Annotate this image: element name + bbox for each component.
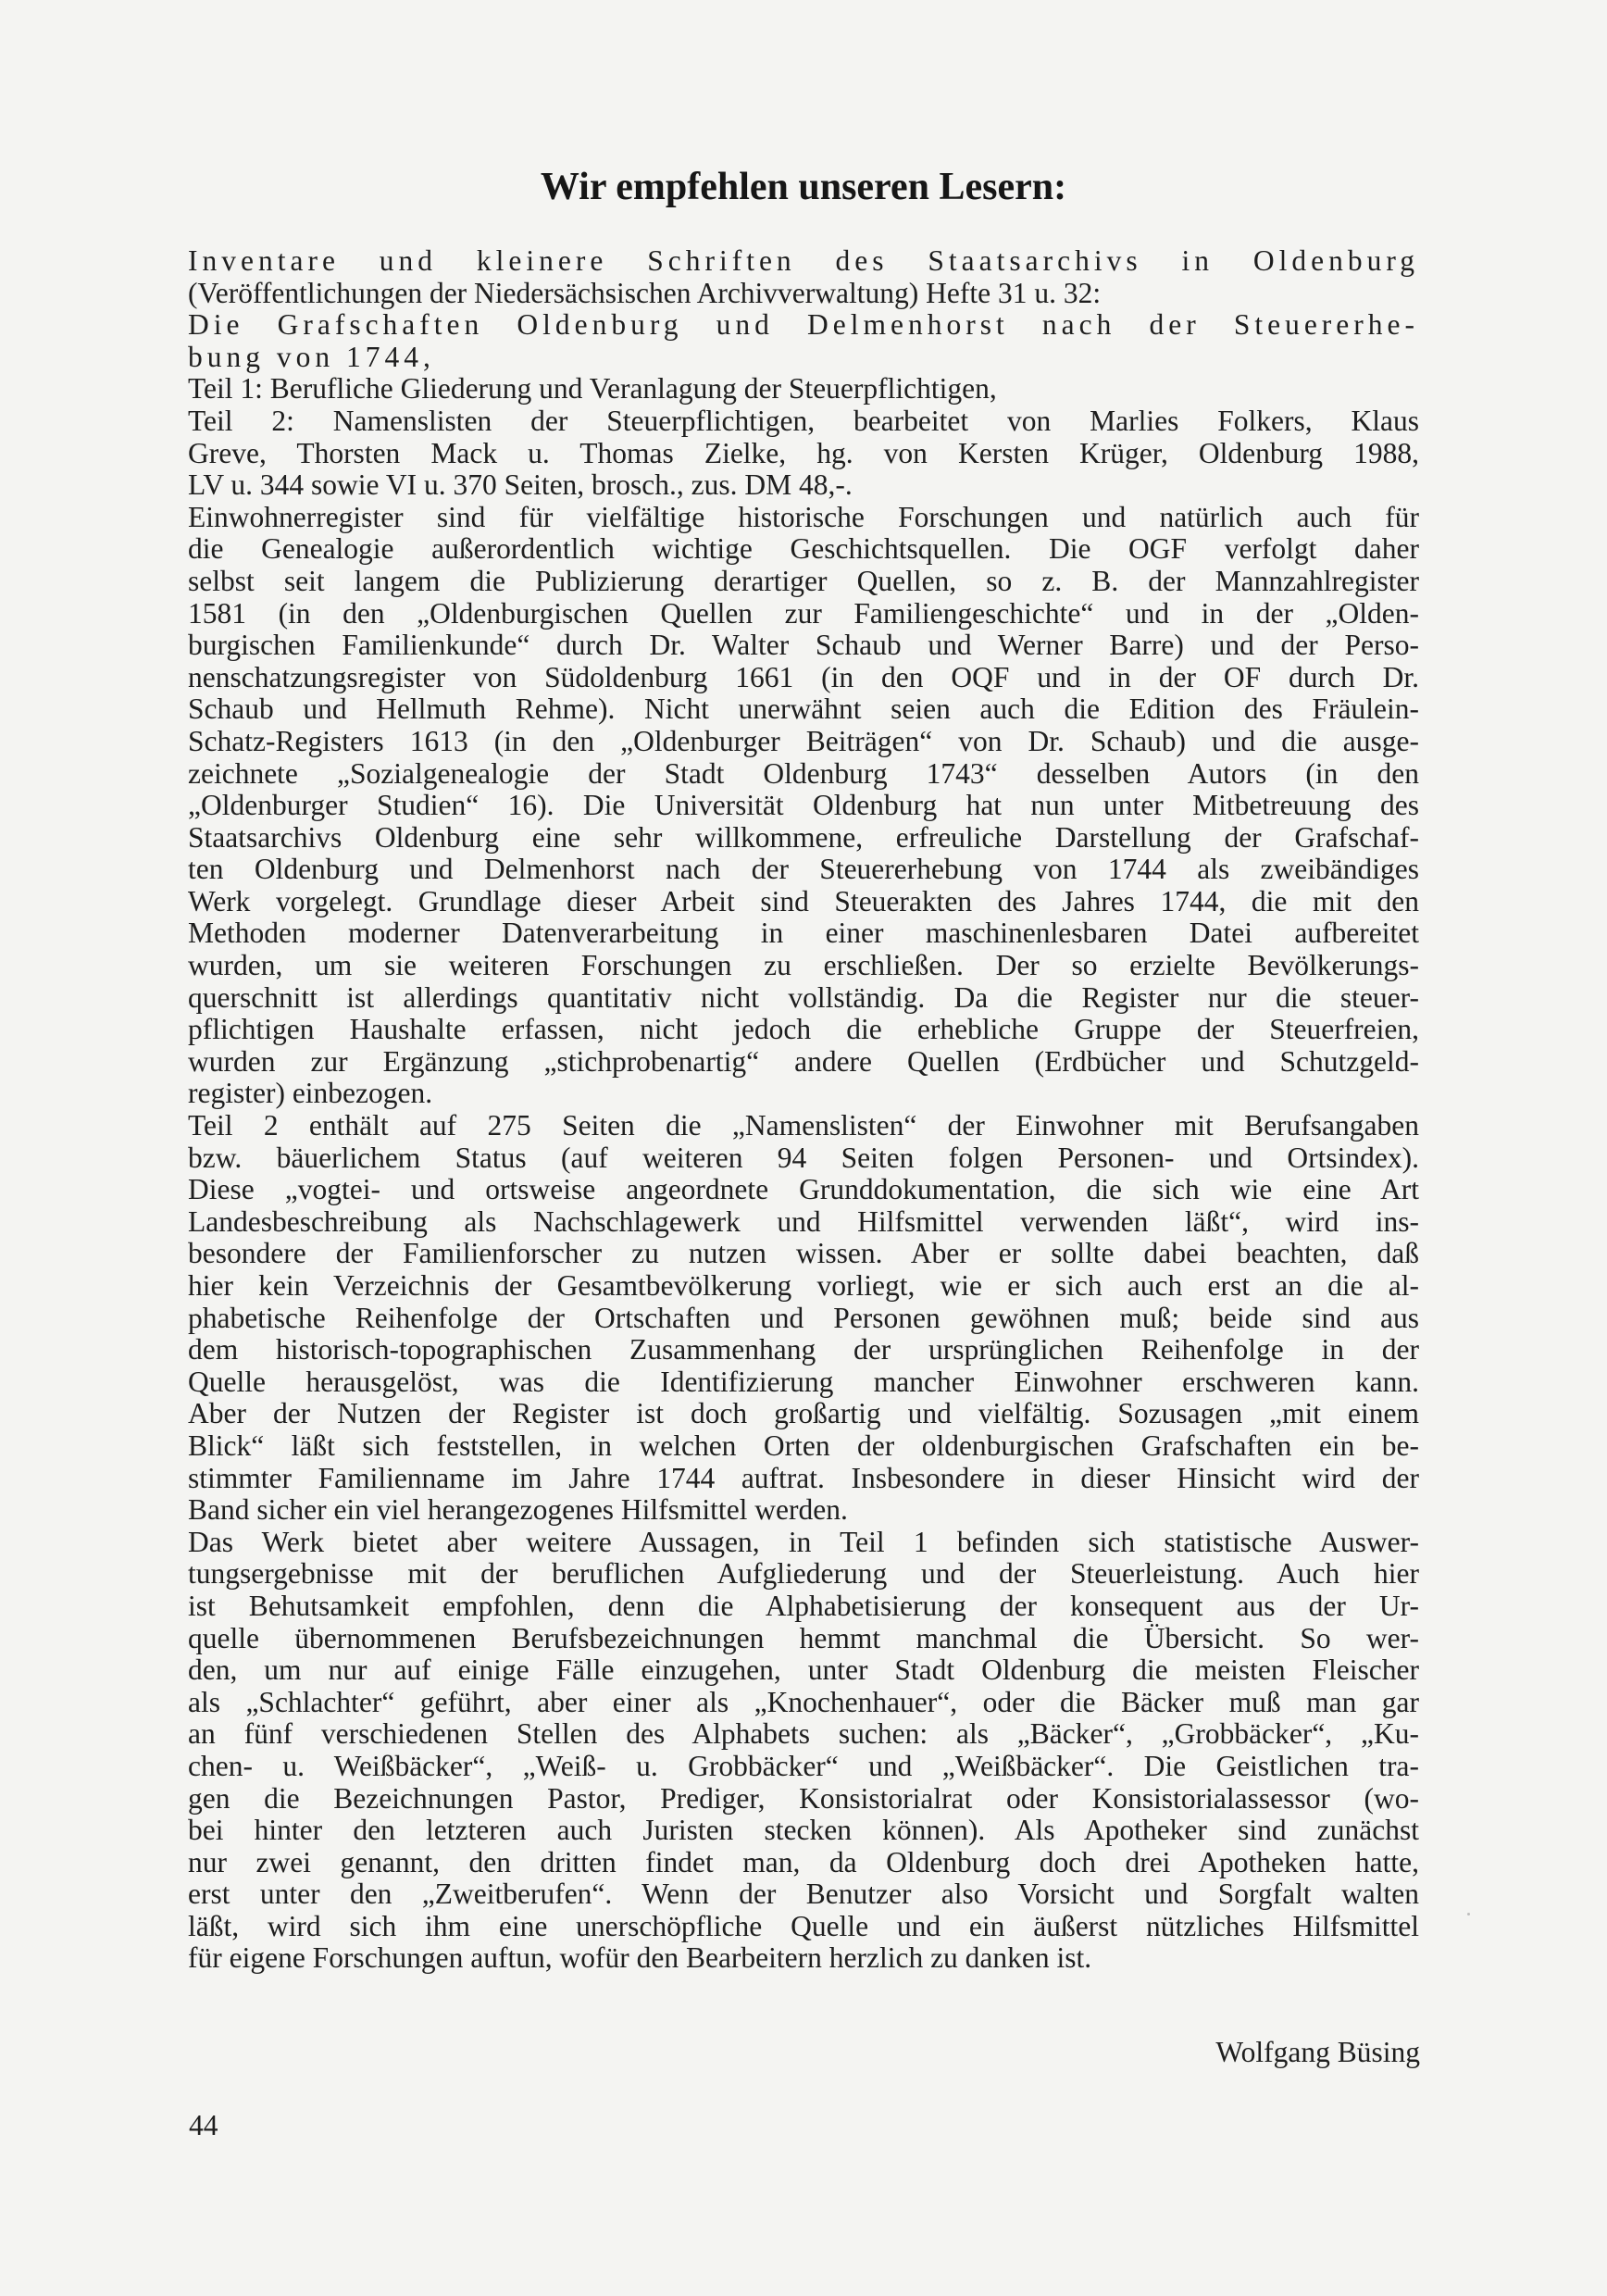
text-line: Werk vorgelegt. Grundlage dieser Arbeit sind Steuerakten des Jahres 1744, die mit den (188, 884, 1419, 917)
text-line: wurden, um sie weiteren Forschungen zu erschließen. Der so erzielte Bevölkerungs- (188, 949, 1419, 982)
text-line: (Veröffentlichungen der Niedersächsischen Archivverwaltung) Hefte 31 u. 32: (188, 276, 1102, 309)
text-line: Diese „vogtei- und ortsweise angeordnete Grunddokumentation, die sich wie eine Art (188, 1173, 1419, 1206)
text-line: Greve, Thorsten Mack u. Thomas Zielke, hg. von Kersten Krüger, Oldenburg 1988, (188, 436, 1419, 469)
review-text (188, 245, 1419, 1975)
text-line: hier kein Verzeichnis der Gesamtbevölkerung vorliegt, wie er sich auch erst an die al- (188, 1269, 1419, 1302)
scan-speck (1467, 1913, 1470, 1915)
text-line: Landesbeschreibung als Nachschlagewerk und Hilfsmittel verwenden läßt“, wird ins- (188, 1204, 1419, 1238)
text-line: burgischen Familienkunde“ durch Dr. Walter Schaub und Werner Barre) und der Perso- (188, 629, 1419, 662)
text-line: für eigene Forschungen auftun, wofür den Bearbeitern herzlich zu danken ist. (188, 1941, 1092, 1975)
text-line: stimmter Familienname im Jahre 1744 auftrat. Insbesondere in dieser Hinsicht wird der (188, 1461, 1419, 1494)
text-line: wurden zur Ergänzung „stichprobenartig“ andere Quellen (Erdbücher und Schutzgeld- (188, 1044, 1419, 1078)
text-line: Band sicher ein viel herangezogenes Hilfsmittel werden. (188, 1493, 848, 1527)
text-line: die Genealogie außerordentlich wichtige Geschichtsquellen. Die OGF verfolgt daher (188, 532, 1419, 566)
text-line: Teil 1: Berufliche Gliederung und Veranlagung der Steuerpflichtigen, (188, 372, 997, 406)
text-line: phabetische Reihenfolge der Ortschaften und Personen gewöhnen muß; beide sind aus (188, 1301, 1419, 1334)
text-line: 1581 (in den „Oldenburgischen Quellen zur Familiengeschichte“ und in der „Olden- (188, 596, 1419, 630)
author-signature: Wolfgang Büsing (1215, 2036, 1420, 2068)
text-line: Die Grafschaften Oldenburg und Delmenhorst nach der Steuererhe- (188, 308, 1419, 342)
text-line: nenschatzungsregister von Südoldenburg 1661 (in den OQF und in der OF durch Dr. (188, 660, 1419, 693)
text-line: nur zwei genannt, den dritten findet man, da Oldenburg doch drei Apotheken hatte, (188, 1845, 1419, 1878)
text-line: tungsergebnisse mit der beruflichen Aufgliederung und der Steuerleistung. Auch hier (188, 1557, 1419, 1591)
text-line: bzw. bäuerlichem Status (auf weiteren 94 Seiten folgen Personen- und Ortsindex). (188, 1141, 1419, 1174)
text-line: Staatsarchivs Oldenburg eine sehr willkommene, erfreuliche Darstellung der Grafschaf- (188, 820, 1419, 854)
text-line: quelle übernommenen Berufsbezeichnungen hemmt manchmal die Übersicht. So wer- (188, 1621, 1419, 1654)
page-number: 44 (189, 2109, 218, 2141)
text-line: läßt, wird sich ihm eine unerschöpfliche Quelle und ein äußerst nützliches Hilfsmittel (188, 1909, 1419, 1942)
text-line: als „Schlachter“ geführt, aber einer als „Knochenhauer“, oder die Bäcker muß man gar (188, 1685, 1419, 1718)
text-line: register) einbezogen. (188, 1077, 433, 1110)
text-line: besondere der Familienforscher zu nutzen wissen. Aber er sollte dabei beachten, daß (188, 1237, 1419, 1270)
text-line: pflichtigen Haushalte erfassen, nicht jedoch die erhebliche Gruppe der Steuerfreien, (188, 1013, 1419, 1046)
text-line: „Oldenburger Studien“ 16). Die Universität Oldenburg hat nun unter Mitbetreuung des (188, 789, 1419, 822)
text-line: querschnitt ist allerdings quantitativ nicht vollständig. Da die Register nur die steuer- (188, 980, 1419, 1014)
text-line: Quelle herausgelöst, was die Identifizierung mancher Einwohner erschweren kann. (188, 1365, 1419, 1398)
text-line: Das Werk bietet aber weitere Aussagen, in Teil 1 befinden sich statistische Auswer- (188, 1525, 1419, 1558)
text-line: Schaub und Hellmuth Rehme). Nicht unerwähnt seien auch die Edition des Fräulein- (188, 693, 1419, 726)
text-line: den, um nur auf einige Fälle einzugehen, unter Stadt Oldenburg die meisten Fleischer (188, 1653, 1419, 1687)
text-line: Blick“ läßt sich feststellen, in welchen Orten der oldenburgischen Grafschaften ein be- (188, 1429, 1419, 1462)
text-line: Inventare und kleinere Schriften des Staatsarchivs in Oldenburg (188, 244, 1419, 277)
text-line: Schatz-Registers 1613 (in den „Oldenburger Beiträgen“ von Dr. Schaub) und die ausge- (188, 724, 1419, 757)
text-line: LV u. 344 sowie VI u. 370 Seiten, brosch., zus. DM 48,-. (188, 468, 853, 502)
text-line: Aber der Nutzen der Register ist doch großartig und vielfältig. Sozusagen „mit einem (188, 1397, 1419, 1430)
text-line: erst unter den „Zweitberufen“. Wenn der Benutzer also Vorsicht und Sorgfalt walten (188, 1878, 1419, 1911)
text-line: bung von 1744, (188, 340, 435, 373)
text-line: Teil 2: Namenslisten der Steuerpflichtigen, bearbeitet von Marlies Folkers, Klaus (188, 404, 1419, 437)
text-line: gen die Bezeichnungen Pastor, Prediger, Konsistorialrat oder Konsistorialassessor (wo- (188, 1781, 1419, 1815)
text-line: Einwohnerregister sind für vielfältige historische Forschungen und natürlich auch für (188, 500, 1419, 533)
text-line: ten Oldenburg und Delmenhorst nach der Steuererhebung von 1744 als zweibändiges (188, 853, 1419, 886)
text-line: ist Behutsamkeit empfohlen, denn die Alphabetisierung der konsequent aus der Ur- (188, 1589, 1419, 1622)
text-line: dem historisch-topographischen Zusammenhang der ursprünglichen Reihenfolge in der (188, 1333, 1419, 1366)
page-title: Wir empfehlen unseren Lesern: (540, 166, 1067, 208)
text-line: Teil 2 enthält auf 275 Seiten die „Namenslisten“ der Einwohner mit Berufsangaben (188, 1109, 1419, 1142)
text-line: an fünf verschiedenen Stellen des Alphabets suchen: als „Bäcker“, „Grobbäcker“, „Ku- (188, 1717, 1419, 1751)
text-line: Methoden moderner Datenverarbeitung in einer maschinenlesbaren Datei aufbereitet (188, 917, 1419, 950)
text-line: zeichnete „Sozialgenealogie der Stadt Oldenburg 1743“ desselben Autors (in den (188, 756, 1419, 790)
text-line: chen- u. Weißbäcker“, „Weiß- u. Grobbäcker“ und „Weißbäcker“. Die Geistlichen tra- (188, 1749, 1419, 1782)
text-line: bei hinter den letzteren auch Juristen stecken können). Als Apotheker sind zunächst (188, 1814, 1419, 1847)
text-line: selbst seit langem die Publizierung derartiger Quellen, so z. B. der Mannzahlregister (188, 564, 1419, 597)
